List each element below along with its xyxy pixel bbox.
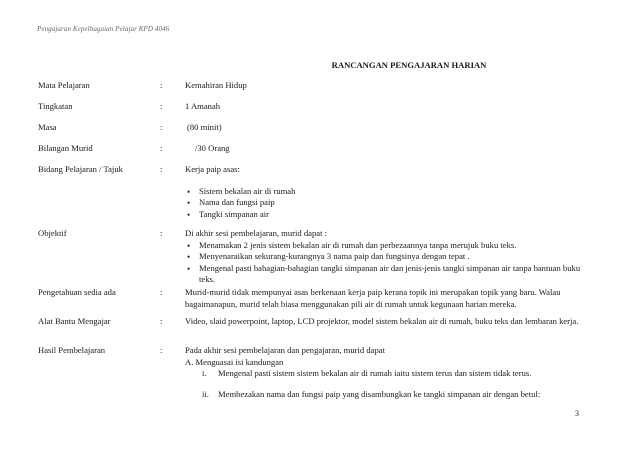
row-value: 1 Amanah	[185, 101, 221, 111]
row-label: Tingkatan	[38, 101, 73, 111]
list-item: • Menyenaraikan sekurang-kurangnya 3 nama paip dan fungsinya dengan tepat .	[185, 251, 585, 263]
page-title: RANCANGAN PENGAJARAN HARIAN	[331, 60, 487, 70]
row-value: /30 Orang	[195, 143, 230, 153]
row-value: (80 minit)	[187, 122, 222, 132]
outcome-section: A. Menguasai isi kandungan	[185, 356, 284, 367]
outcome-intro: Pada akhir sesi pembelajaran dan pengajaran, murid dapat	[185, 345, 385, 355]
colon: :	[160, 316, 163, 326]
list-item: • Mengenal pasti bahagian-bahagian tangki simpanan air dan jenis-jenis tangki simpanan air tanpa bantuan buku teks.	[185, 263, 585, 286]
list-item: • Sistem bekalan air di rumah	[185, 186, 585, 198]
colon: :	[160, 101, 163, 111]
item-number: i.	[202, 368, 207, 379]
row-value: Video, slaid powerpoint, laptop, LCD projektor, model sistem bekalan air di rumah, buku teks dan lembaran kerja.	[185, 316, 579, 326]
outcome-item	[185, 368, 585, 380]
running-header: Pengajaran Kepelbagaian Pelajar KPD 4046	[37, 25, 170, 33]
item-text: Mengenal pasti sistem sistem bekalan air di rumah iaitu sistem terus dan sistem tidak terus.	[218, 368, 532, 379]
row-label: Mata Pelajaran	[38, 80, 90, 90]
colon: :	[160, 143, 163, 153]
row-label: Pengetahuan sedia ada	[38, 287, 116, 297]
item-text: Membezakan nama dan fungsi paip yang disambungkan ke tangki simpanan air dengan betul:	[218, 388, 541, 399]
outcome-item	[185, 389, 585, 401]
row-value: Kerja paip asas:	[185, 164, 240, 174]
row-label: Objektif	[38, 228, 67, 238]
colon: :	[160, 122, 163, 132]
row-label: Hasil Pembelajaran	[38, 345, 106, 355]
page-number: 3	[575, 409, 579, 418]
row-label: Bidang Pelajaran / Tajuk	[38, 164, 123, 174]
row-label: Alat Bantu Mengajar	[38, 316, 111, 326]
objective-list	[185, 240, 585, 286]
colon: :	[160, 80, 163, 90]
row-value: Kemahiran Hidup	[185, 80, 247, 90]
colon: :	[160, 228, 163, 238]
item-number: ii.	[202, 388, 209, 399]
row-label: Bilangan Murid	[38, 143, 93, 153]
row-value: Murid-murid tidak mempunyai asas berkenaan kerja paip kerana topik ini merupakan topik yang baru. Walau bagaimanapun, murid telah biasa menggunakan pili air di rumah untuk kegunaan harian mereka.	[185, 287, 561, 309]
list-item: • Nama dan fungsi paip	[185, 197, 585, 209]
colon: :	[160, 287, 163, 297]
row-label: Masa	[38, 122, 57, 132]
objective-intro: Di akhir sesi pembelajaran, murid dapat :	[185, 228, 327, 238]
topic-list	[185, 186, 585, 221]
colon: :	[160, 164, 163, 174]
colon: :	[160, 345, 163, 355]
list-item: • Menamakan 2 jenis sistem bekalan air di rumah dan perbezaannya tanpa merujuk buku teks.	[185, 240, 585, 252]
list-item: • Tangki simpanan air	[185, 209, 585, 221]
